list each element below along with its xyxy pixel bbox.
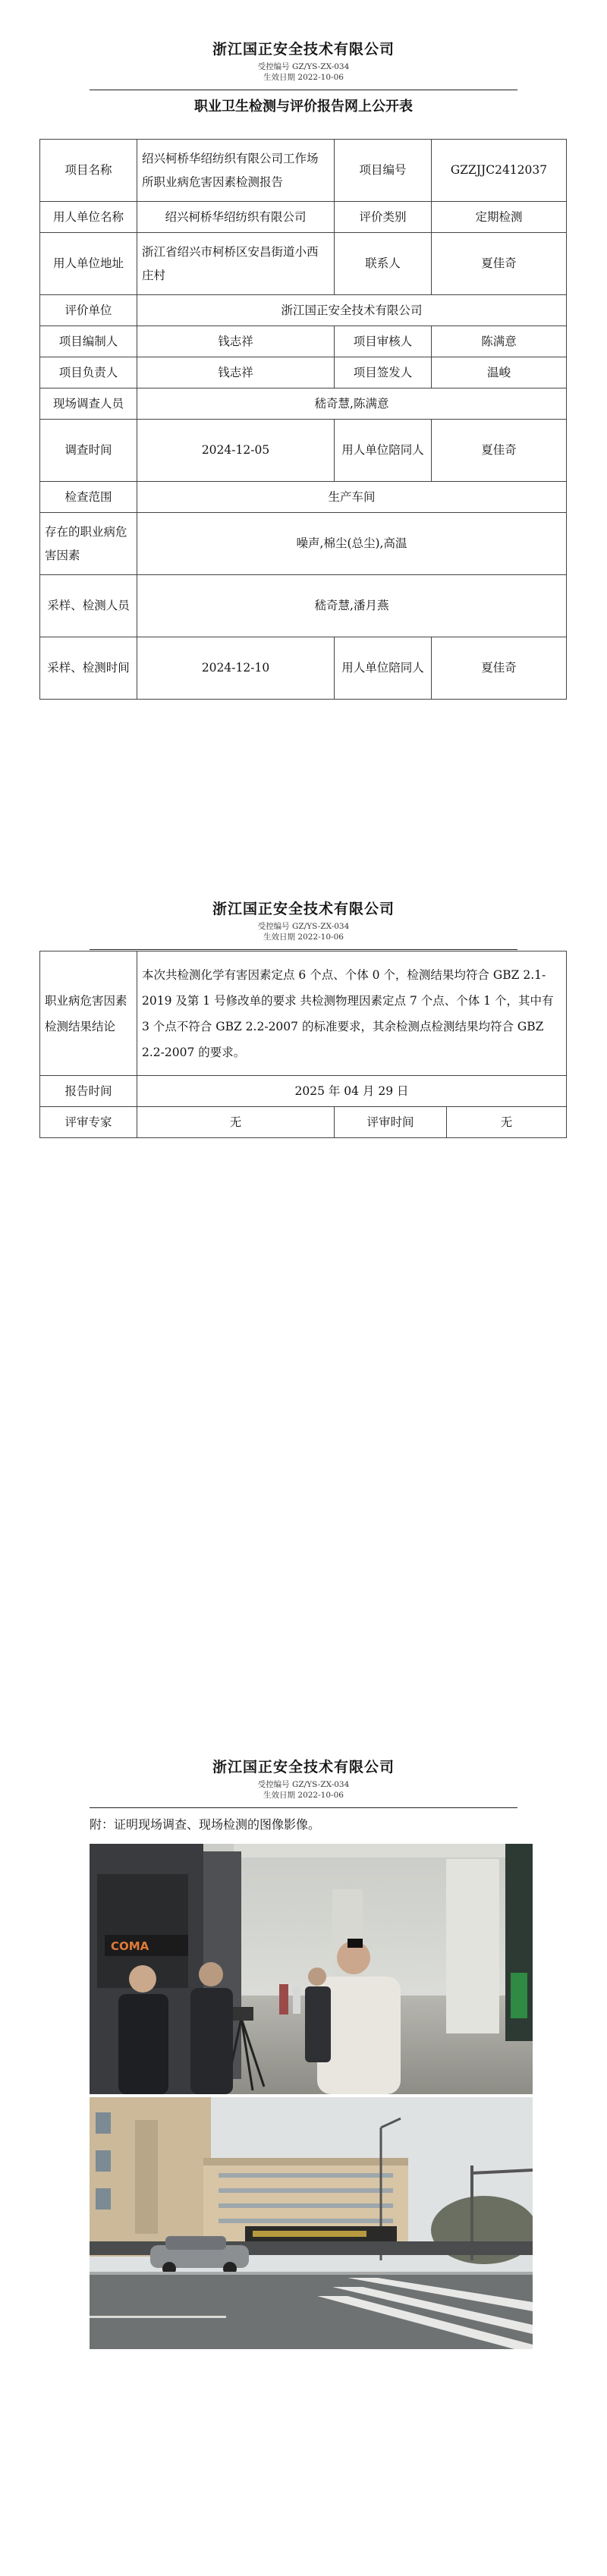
value-hazards: 噪声,棉尘(总尘),高温 bbox=[137, 513, 567, 575]
value-project-name: 绍兴柯桥华绍纺织有限公司工作场所职业病危害因素检测报告 bbox=[137, 140, 335, 202]
value-leader: 钱志祥 bbox=[137, 357, 335, 388]
effective-date: 生效日期 2022-10-06 bbox=[263, 1791, 344, 1800]
label-companion2: 用人单位陪同人 bbox=[335, 637, 432, 700]
label-evaluator: 评价单位 bbox=[40, 295, 137, 326]
value-report-time: 2025 年 04 月 29 日 bbox=[137, 1076, 567, 1107]
label-project-name: 项目名称 bbox=[40, 140, 137, 202]
value-eval-type: 定期检测 bbox=[432, 202, 567, 233]
header-divider bbox=[90, 1807, 517, 1808]
site-survey-photo bbox=[90, 1844, 533, 2094]
value-survey-time: 2024-12-05 bbox=[137, 420, 335, 482]
label-project-no: 项目编号 bbox=[335, 140, 432, 202]
record-number: 受控编号 GZ/YS-ZX-034 bbox=[257, 1780, 350, 1789]
value-companion2: 夏佳奇 bbox=[432, 637, 567, 700]
page3-header bbox=[0, 1756, 607, 1801]
value-expert: 无 bbox=[137, 1107, 335, 1138]
label-samplers: 采样、检测人员 bbox=[40, 575, 137, 637]
company-name: 浙江国正安全技术有限公司 bbox=[212, 1759, 395, 1776]
label-employer: 用人单位名称 bbox=[40, 202, 137, 233]
value-reviewer: 陈满意 bbox=[432, 326, 567, 357]
svg-text:COMA: COMA bbox=[111, 1939, 149, 1953]
record-number: 受控编号 GZ/YS-ZX-034 bbox=[257, 62, 350, 71]
label-report-time: 报告时间 bbox=[40, 1076, 137, 1107]
page2-header bbox=[0, 898, 607, 942]
company-name: 浙江国正安全技术有限公司 bbox=[212, 41, 395, 58]
label-review-time: 评审时间 bbox=[335, 1107, 447, 1138]
label-hazards: 存在的职业病危害因素 bbox=[40, 513, 137, 575]
value-samplers: 嵇奇慧,潘月燕 bbox=[137, 575, 567, 637]
label-reviewer: 项目审核人 bbox=[335, 326, 432, 357]
label-expert: 评审专家 bbox=[40, 1107, 137, 1138]
factory-gate-photo bbox=[90, 2097, 533, 2349]
label-compiler: 项目编制人 bbox=[40, 326, 137, 357]
attachment-note: 附：证明现场调查、现场检测的图像影像。 bbox=[90, 1817, 321, 1832]
label-sample-time: 采样、检测时间 bbox=[40, 637, 137, 700]
label-conclusion: 职业病危害因素检测结果结论 bbox=[40, 951, 137, 1076]
value-evaluator: 浙江国正安全技术有限公司 bbox=[137, 295, 567, 326]
value-compiler: 钱志祥 bbox=[137, 326, 335, 357]
value-contact: 夏佳奇 bbox=[432, 233, 567, 295]
value-companion: 夏佳奇 bbox=[432, 420, 567, 482]
value-employer: 绍兴柯桥华绍纺织有限公司 bbox=[137, 202, 335, 233]
label-eval-type: 评价类别 bbox=[335, 202, 432, 233]
company-name: 浙江国正安全技术有限公司 bbox=[212, 901, 395, 917]
value-signer: 温峻 bbox=[432, 357, 567, 388]
effective-date: 生效日期 2022-10-06 bbox=[263, 73, 344, 82]
header-divider bbox=[90, 949, 517, 950]
record-number: 受控编号 GZ/YS-ZX-034 bbox=[257, 922, 350, 931]
value-conclusion: 本次共检测化学有害因素定点 6 个点、个体 0 个，检测结果均符合 GBZ 2.1-2019 及第 1 号修改单的要求 共检测物理因素定点 7 个点、个体 1 个，其中有 3 个点不符合 GBZ 2.2-2007 的标准要求，其余检测点检测结果均符合 GBZ 2.2-2007 的要求。 bbox=[137, 951, 567, 1076]
value-address: 浙江省绍兴市柯桥区安昌街道小西庄村 bbox=[137, 233, 335, 295]
label-address: 用人单位地址 bbox=[40, 233, 137, 295]
label-companion: 用人单位陪同人 bbox=[335, 420, 432, 482]
value-scope: 生产车间 bbox=[137, 482, 567, 513]
value-project-no: GZZJJC2412037 bbox=[432, 140, 567, 202]
conclusion-table bbox=[39, 951, 567, 1138]
label-signer: 项目签发人 bbox=[335, 357, 432, 388]
value-sample-time: 2024-12-10 bbox=[137, 637, 335, 700]
label-survey-time: 调查时间 bbox=[40, 420, 137, 482]
page1-header bbox=[0, 38, 607, 83]
label-contact: 联系人 bbox=[335, 233, 432, 295]
label-leader: 项目负责人 bbox=[40, 357, 137, 388]
project-info-table bbox=[39, 139, 567, 700]
value-investigators: 嵇奇慧,陈满意 bbox=[137, 388, 567, 420]
label-investigators: 现场调查人员 bbox=[40, 388, 137, 420]
value-review-time: 无 bbox=[447, 1107, 567, 1138]
effective-date: 生效日期 2022-10-06 bbox=[263, 933, 344, 942]
document-title: 职业卫生检测与评价报告网上公开表 bbox=[194, 99, 413, 115]
label-scope: 检查范围 bbox=[40, 482, 137, 513]
